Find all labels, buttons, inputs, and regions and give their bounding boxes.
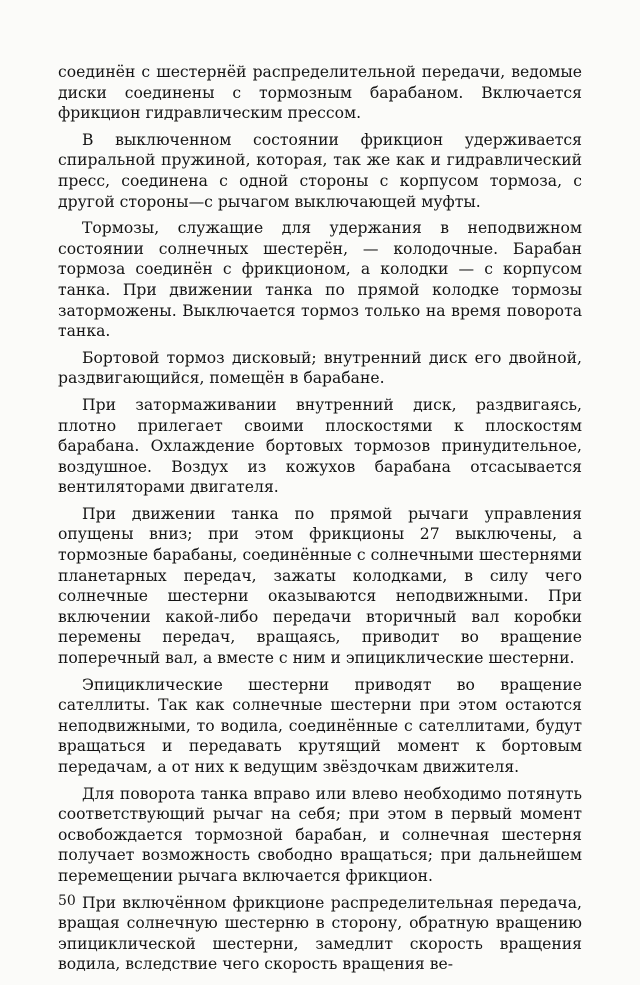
paragraph-1: соединён с шестернёй распределительной передачи, ведомые диски соединены с тормозным барабаном. Включается фрикцион гидравлическим прессом. — [58, 63, 582, 123]
page-number: 50 — [58, 893, 76, 909]
page-body-text — [58, 62, 582, 981]
paragraph-8: Для поворота танка вправо или влево необходимо потянуть соответствующий рычаг на себя; при этом в первый момент освобождается тормозной барабан, и солнечная шестерня получает возможность свободно вращаться; при дальнейшем перемещении рычага включается фрикцион. — [58, 784, 582, 885]
paragraph-3: Тормозы, служащие для удержания в неподвижном состоянии солнечных шестерён, — колодочные. Барабан тормоза соединён с фрикционом, а колодки — с корпусом танка. При движении танка по прямой колодке тормозы заторможены. Выключается тормоз только на время поворота танка. — [58, 219, 582, 341]
paragraph-9: При включённом фрикционе распределительная передача, вращая солнечную шестерню в сторону, обратную вращению эпициклической шестерни, замедлит скорость вращения водила, вследствие чего скорость вращения ве- — [58, 893, 582, 974]
paragraph-4: Бортовой тормоз дисковый; внутренний диск его двойной, раздвигающийся, помещён в барабане. — [58, 348, 582, 388]
paragraph-2: В выключенном состоянии фрикцион удерживается спиральной пружиной, которая, так же как и гидравлический пресс, соединена с одной стороны с корпусом тормоза, с другой стороны—с рычагом выключающей муфты. — [58, 130, 582, 211]
paragraph-7: Эпициклические шестерни приводят во вращение сателлиты. Так как солнечные шестерни при этом остаются неподвижными, то водила, соединённые с сателлитами, будут вращаться и передавать крутящий момент к бортовым передачам, а от них к ведущим звёздочкам движителя. — [58, 675, 582, 776]
paragraph-6: При движении танка по прямой рычаги управления опущены вниз; при этом фрикционы 27 выключены, а тормозные барабаны, соединённые с солнечными шестернями планетарных передач, зажаты колодками, в силу чего солнечные шестерни оказываются неподвижными. При включении какой-либо передачи вторичный вал коробки перемены передач, вращаясь, приводит во вращение поперечный вал, а вместе с ним и эпициклические шестерни. — [58, 504, 582, 668]
paragraph-5: При затормаживании внутренний диск, раздвигаясь, плотно прилегает своими плоскостями к плоскостям барабана. Охлаждение бортовых тормозов принудительное, воздушное. Воздух из кожухов барабана отсасывается вентиляторами двигателя. — [58, 395, 582, 497]
